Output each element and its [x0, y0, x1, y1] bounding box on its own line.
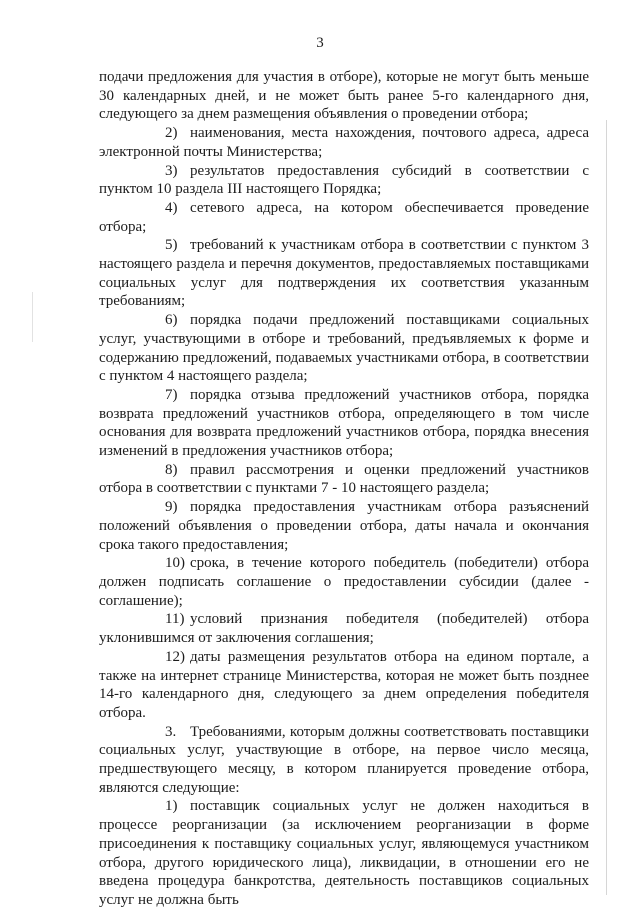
paragraph-text: поставщик социальных услуг не должен находиться в процессе реорганизации (за исключением реорганизации в форме присоединения к поставщику социальных услуг, являющемуся участником отбора, другого юридического лица), ликвидации, в отношении его не введена процедура банкротства, деятельность поставщиков социальных услуг не должна быть	[99, 798, 589, 908]
paragraph-text: правил рассмотрения и оценки предложений участников отбора в соответствии с пунктами 7 - 10 настоящего раздела;	[99, 461, 589, 497]
paragraph-text: порядка отзыва предложений участников отбора, порядка возврата предложений участников отбора, определяющего в том числе основания для возврата предложений участников отбора, порядка внесения изменений в предложения участников отбора;	[99, 386, 589, 460]
paragraph-text: подачи предложения для участия в отборе), которые не могут быть меньше 30 календарных дней, и не может быть ранее 5-го календарного дня, следующего за днем размещения объявления о проведении отбора;	[99, 69, 589, 123]
paragraph	[99, 461, 589, 498]
paragraph	[99, 648, 589, 723]
page-number: 3	[316, 35, 324, 51]
paragraph-number: 5)	[165, 237, 178, 254]
paragraph	[99, 124, 589, 161]
paragraph-text: условий признания победителя (победителей) отбора уклонившимся от заключения соглашения;	[99, 611, 589, 647]
paragraph-number: 7)	[165, 386, 178, 403]
paragraph-text: даты размещения результатов отбора на едином портале, а также на интернет странице Министерства, которая не может быть позднее 14-го календарного дня, следующего за днем определения победителя отбора.	[99, 648, 589, 721]
paragraph-text: порядка предоставления участникам отбора разъяснений положений объявления о проведении отбора, даты начала и окончания срока такого предоставления;	[99, 499, 589, 553]
paragraph	[99, 199, 589, 236]
paragraph-text: результатов предоставления субсидий в соответствии с пунктом 10 раздела III настоящего Порядка;	[99, 162, 589, 198]
paragraph	[99, 723, 589, 798]
paragraph-text: наименования, места нахождения, почтового адреса, адреса электронной почты Министерства;	[99, 125, 589, 160]
paragraph	[99, 610, 589, 647]
paragraph-number: 2)	[165, 125, 178, 142]
paragraph-number: 3.	[165, 723, 177, 740]
paragraph-number: 8)	[165, 461, 178, 478]
paragraph-number: 4)	[165, 199, 178, 216]
paragraph-number: 10)	[165, 555, 185, 572]
paragraph-number: 3)	[165, 162, 178, 179]
scan-edge-line	[606, 120, 607, 895]
paragraph	[99, 554, 589, 610]
paragraph-number: 11)	[165, 611, 185, 628]
paragraph	[99, 68, 589, 124]
paragraph-text: требований к участникам отбора в соответствии с пунктом 3 настоящего раздела и перечня документов, предоставляемых поставщиками социальных услуг для подтверждения их соответствия указанным требованиям;	[99, 237, 589, 310]
paragraph-number: 1)	[165, 798, 178, 815]
paragraph-number: 9)	[165, 499, 178, 516]
paragraph	[99, 236, 589, 311]
paragraph-text: сетевого адреса, на котором обеспечивается проведение отбора;	[99, 199, 589, 235]
document-body	[99, 68, 589, 910]
paragraph	[99, 498, 589, 554]
paragraph	[99, 162, 589, 199]
paragraph-text: Требованиями, которым должны соответствовать поставщики социальных услуг, участвующие в отборе, на первое число месяца, предшествующего месяцу, в котором планируется проведение отбора, являются следующие:	[99, 723, 589, 796]
paragraph	[99, 311, 589, 386]
paragraph-number: 6)	[165, 312, 178, 329]
paragraph	[99, 797, 589, 909]
scan-margin-mark	[32, 292, 33, 342]
paragraph-number: 12)	[165, 648, 185, 665]
paragraph-text: порядка подачи предложений поставщиками социальных услуг, участвующими в отборе и требований, предъявляемых к форме и содержанию предложений, подаваемых участниками отбора, в соответствии с пунктом 4 настоящего раздела;	[99, 312, 589, 385]
paragraph-text: срока, в течение которого победитель (победители) отбора должен подписать соглашение о предоставлении субсидии (далее - соглашение);	[99, 555, 589, 609]
paragraph	[99, 386, 589, 461]
